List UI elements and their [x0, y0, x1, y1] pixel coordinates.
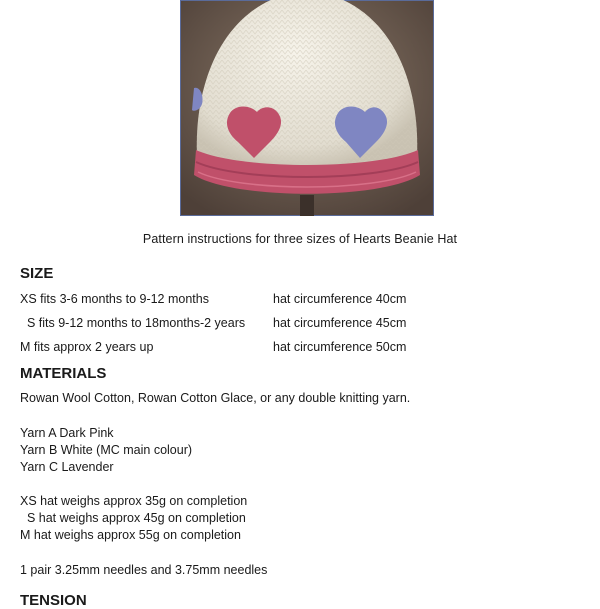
size-heading: SIZE [20, 265, 54, 282]
yarn-c: Yarn C Lavender [20, 460, 114, 474]
size-row-s [20, 316, 580, 334]
needles: 1 pair 3.25mm needles and 3.75mm needles [20, 563, 268, 577]
size-circumference: hat circumference 45cm [273, 316, 407, 330]
size-row-xs [20, 292, 580, 310]
size-circumference: hat circumference 40cm [273, 292, 407, 306]
yarn-types: Rowan Wool Cotton, Rowan Cotton Glace, or any double knitting yarn. [20, 391, 411, 405]
size-fits: S fits 9-12 months to 18months-2 years [20, 316, 246, 330]
weight-s: S hat weighs approx 45g on completion [20, 511, 246, 525]
size-fits: XS fits 3-6 months to 9-12 months [20, 292, 209, 306]
size-fits: M fits approx 2 years up [20, 340, 154, 354]
photo-caption: Pattern instructions for three sizes of Hearts Beanie Hat [142, 232, 458, 246]
size-row-m [20, 340, 580, 358]
weight-xs: XS hat weighs approx 35g on completion [20, 494, 248, 508]
hat-photo [180, 0, 434, 216]
yarn-a: Yarn A Dark Pink [20, 426, 114, 440]
size-circumference: hat circumference 50cm [273, 340, 407, 354]
materials-heading: MATERIALS [20, 365, 107, 382]
yarn-b: Yarn B White (MC main colour) [20, 443, 193, 457]
weight-m: M hat weighs approx 55g on completion [20, 528, 241, 542]
tension-heading: TENSION [20, 592, 87, 609]
